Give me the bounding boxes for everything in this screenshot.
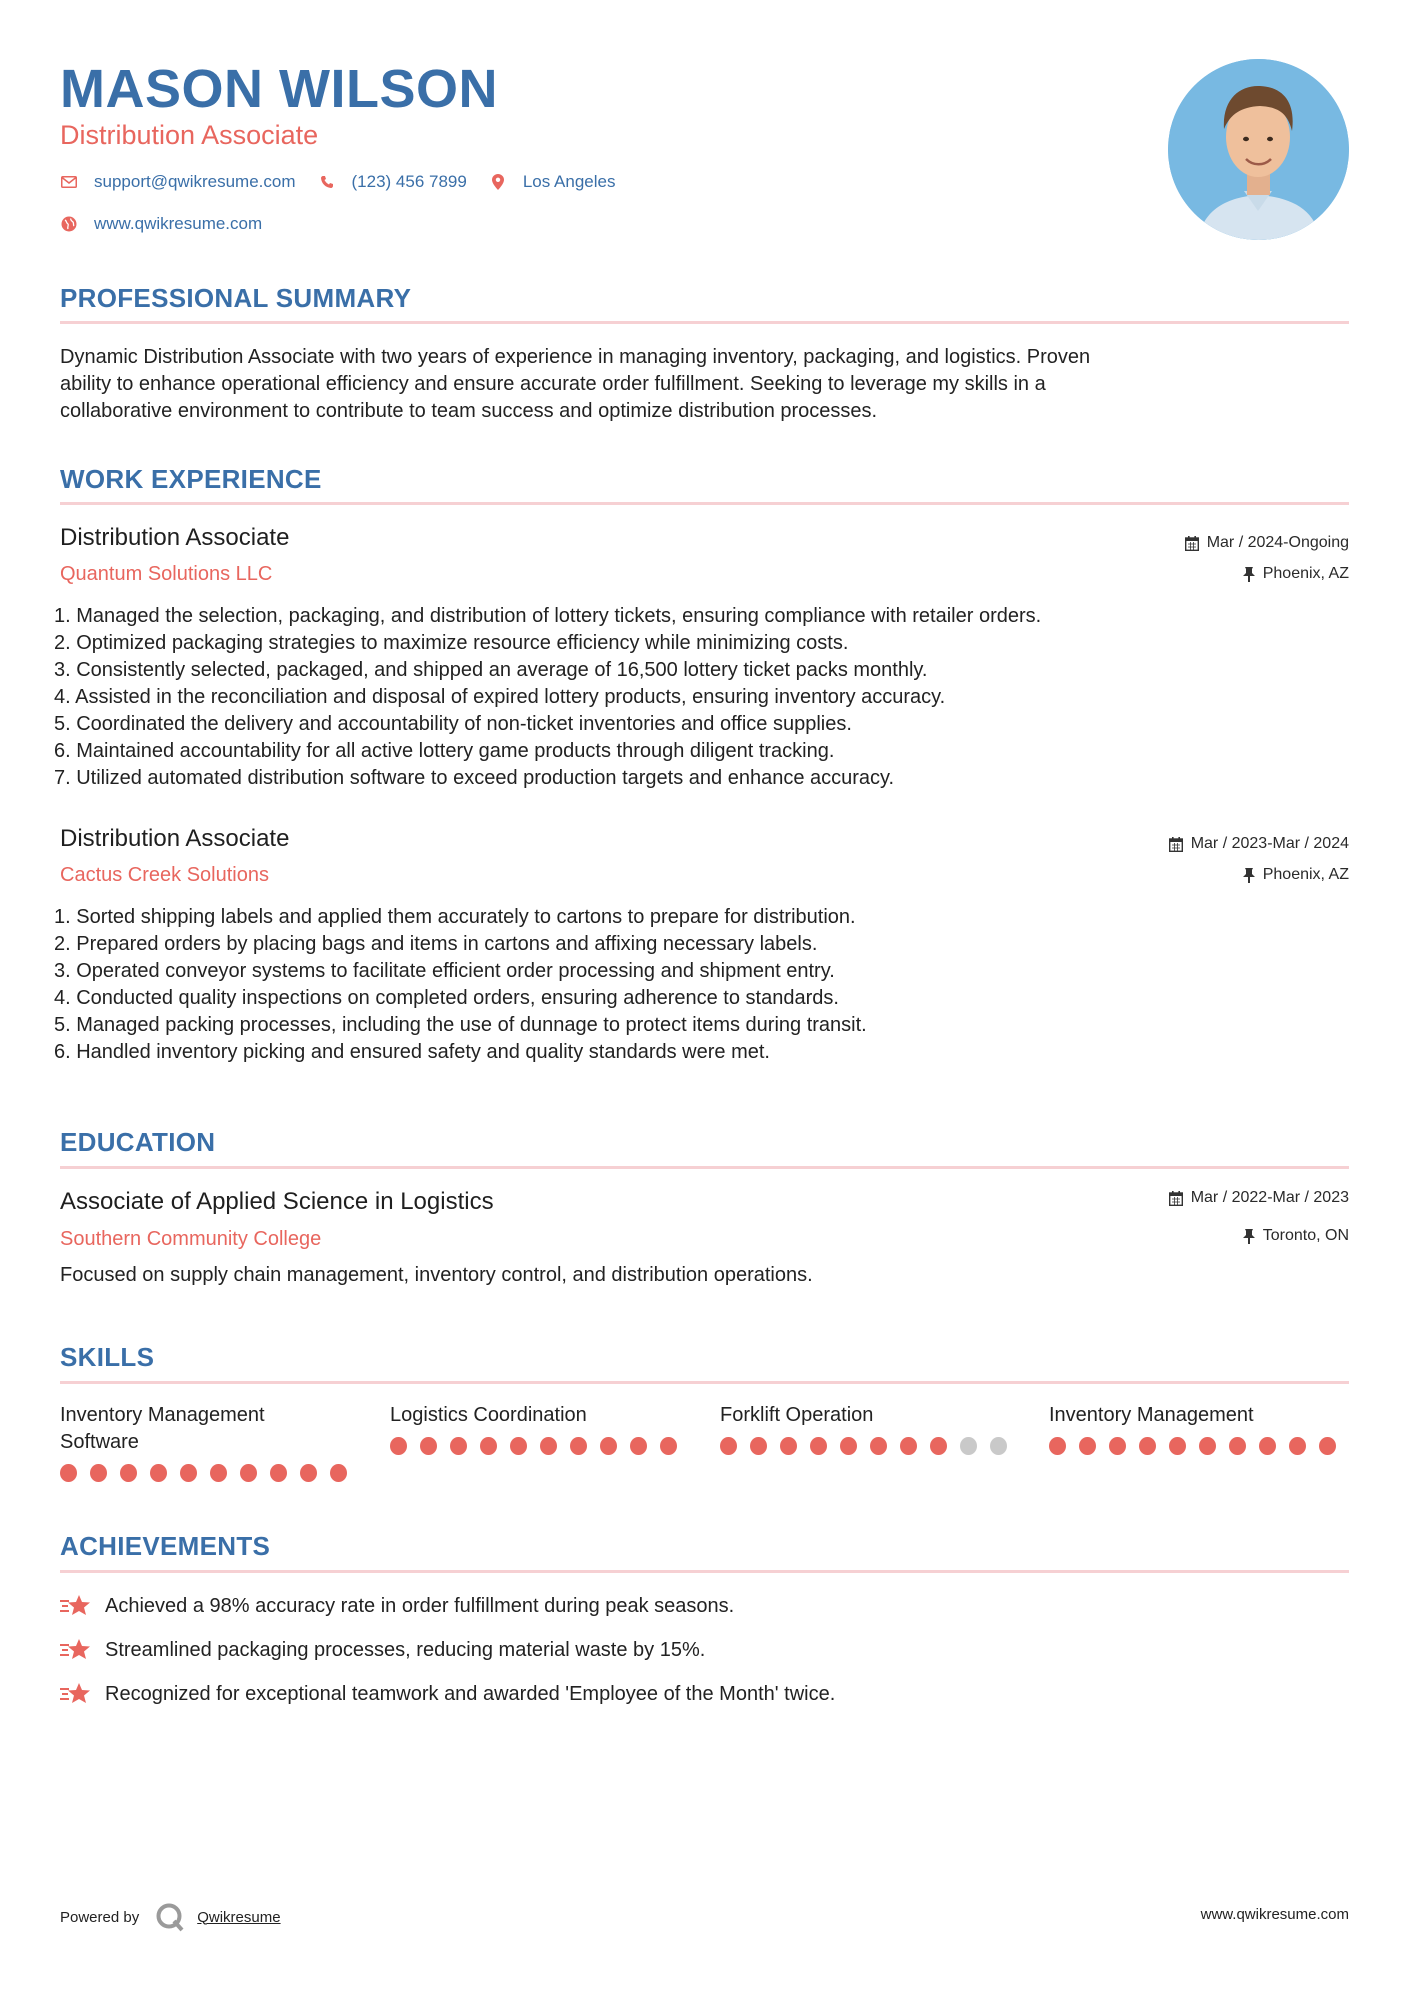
website-item[interactable] <box>60 214 262 234</box>
rating-dot-filled <box>300 1464 317 1482</box>
summary-divider <box>60 321 1349 324</box>
profile-photo <box>1168 59 1349 240</box>
rating-dot-filled <box>720 1437 737 1455</box>
rating-dot-filled <box>420 1437 437 1455</box>
skill-item <box>720 1402 1020 1455</box>
achievement-item <box>60 1592 734 1620</box>
job-title: Distribution Associate <box>60 524 290 551</box>
rating-dot-empty <box>960 1437 977 1455</box>
job-location <box>1243 565 1349 583</box>
powered-by-label: Powered by <box>60 1908 140 1926</box>
calendar-icon <box>1169 837 1183 852</box>
summary-text <box>60 344 1349 425</box>
skill-rating <box>60 1464 360 1482</box>
education-dates-text: Mar / 2022-Mar / 2023 <box>1190 1189 1349 1206</box>
job-duties-list <box>54 904 1354 1066</box>
skill-rating <box>390 1437 690 1455</box>
rating-dot-filled <box>600 1437 617 1455</box>
rating-dot-filled <box>630 1437 647 1455</box>
rating-dot-filled <box>1319 1437 1336 1455</box>
location-item <box>489 172 616 192</box>
rating-dot-filled <box>210 1464 227 1482</box>
education-divider <box>60 1166 1349 1169</box>
list-item: 6. Maintained accountability for all active lottery game products through diligent tracking. <box>54 740 835 762</box>
job-duties-list <box>54 603 1354 792</box>
rating-dot-filled <box>1139 1437 1156 1455</box>
email-text: support@qwikresume.com <box>94 172 296 191</box>
footer-website[interactable]: www.qwikresume.com <box>1200 1906 1349 1923</box>
rating-dot-filled <box>840 1437 857 1455</box>
education-heading: EDUCATION <box>60 1127 216 1157</box>
rating-dot-filled <box>1259 1437 1276 1455</box>
location-text: Los Angeles <box>522 172 616 191</box>
list-item: 5. Coordinated the delivery and accountability of non-ticket inventories and office supplies. <box>54 713 852 735</box>
calendar-icon <box>1169 1191 1183 1206</box>
rating-dot-filled <box>1079 1437 1096 1455</box>
star-icon <box>60 1680 92 1708</box>
skill-name-line: Software <box>60 1431 139 1453</box>
rating-dot-filled <box>900 1437 917 1455</box>
school-name: Southern Community College <box>60 1228 322 1250</box>
skill-item <box>1049 1402 1349 1455</box>
skill-rating <box>720 1437 1020 1455</box>
list-item: 2. Optimized packaging strategies to maximize resource efficiency while minimizing costs. <box>54 632 849 654</box>
map-pin-icon <box>489 173 507 191</box>
rating-dot-filled <box>810 1437 827 1455</box>
rating-dot-filled <box>930 1437 947 1455</box>
rating-dot-filled <box>750 1437 767 1455</box>
rating-dot-filled <box>120 1464 137 1482</box>
education-description: Focused on supply chain management, inventory control, and distribution operations. <box>60 1264 813 1286</box>
skill-item <box>390 1402 690 1455</box>
contact-row <box>60 172 637 192</box>
skill-name-line: Inventory Management <box>1049 1404 1254 1426</box>
rating-dot-filled <box>60 1464 77 1482</box>
rating-dot-filled <box>1199 1437 1216 1455</box>
email-item[interactable] <box>60 172 296 192</box>
calendar-icon <box>1185 536 1199 551</box>
achievement-text: Achieved a 98% accuracy rate in order fulfillment during peak seasons. <box>105 1594 735 1617</box>
pushpin-icon <box>1243 868 1255 883</box>
rating-dot-filled <box>1169 1437 1186 1455</box>
skill-name-line: Inventory Management <box>60 1404 265 1426</box>
experience-heading: WORK EXPERIENCE <box>60 464 322 494</box>
rating-dot-filled <box>390 1437 407 1455</box>
qwikresume-logo-icon <box>155 1902 185 1932</box>
website-text: www.qwikresume.com <box>94 214 263 233</box>
rating-dot-filled <box>480 1437 497 1455</box>
rating-dot-filled <box>660 1437 677 1455</box>
job-dates-text: Mar / 2023-Mar / 2024 <box>1190 835 1349 852</box>
website-row <box>60 214 284 234</box>
skill-item <box>60 1402 360 1482</box>
list-item: 3. Operated conveyor systems to facilitate efficient order processing and shipment entry. <box>54 960 835 982</box>
list-item: 5. Managed packing processes, including the use of dunnage to protect items during transit. <box>54 1014 867 1036</box>
rating-dot-filled <box>1049 1437 1066 1455</box>
job-title: Distribution Associate <box>60 825 290 852</box>
rating-dot-filled <box>240 1464 257 1482</box>
list-item: 3. Consistently selected, packaged, and shipped an average of 16,500 lottery ticket packs monthly. <box>54 659 928 681</box>
phone-item[interactable] <box>318 172 467 192</box>
achievements-divider <box>60 1570 1349 1573</box>
rating-dot-filled <box>870 1437 887 1455</box>
summary-line: ability to enhance operational efficiency and ensure accurate order fulfillment. Seeking to leverage my skills in a <box>60 373 1046 395</box>
skill-name <box>720 1402 1020 1429</box>
rating-dot-filled <box>1229 1437 1246 1455</box>
star-icon <box>60 1636 92 1664</box>
pushpin-icon <box>1243 567 1255 582</box>
job-location <box>1243 866 1349 884</box>
job-location-text: Phoenix, AZ <box>1262 565 1349 582</box>
rating-dot-filled <box>270 1464 287 1482</box>
summary-line: collaborative environment to contribute to team success and optimize distribution processes. <box>60 400 878 422</box>
pushpin-icon <box>1243 1229 1255 1244</box>
rating-dot-filled <box>450 1437 467 1455</box>
envelope-icon <box>60 173 78 191</box>
candidate-name: MASON WILSON <box>60 59 498 119</box>
list-item: 1. Managed the selection, packaging, and distribution of lottery tickets, ensuring compliance with retailer orders. <box>54 605 1042 627</box>
rating-dot-filled <box>1109 1437 1126 1455</box>
education-dates <box>1169 1189 1349 1207</box>
rating-dot-filled <box>150 1464 167 1482</box>
resume-page <box>54 0 1349 1990</box>
job-company: Cactus Creek Solutions <box>60 864 269 886</box>
achievement-item <box>60 1680 835 1708</box>
qwikresume-link[interactable]: Qwikresume <box>197 1908 281 1926</box>
skill-name <box>60 1402 360 1456</box>
candidate-role: Distribution Associate <box>60 120 319 150</box>
achievements-heading: ACHIEVEMENTS <box>60 1531 271 1561</box>
skills-divider <box>60 1381 1349 1384</box>
rating-dot-filled <box>540 1437 557 1455</box>
job-company: Quantum Solutions LLC <box>60 563 273 585</box>
job-dates <box>1185 534 1349 552</box>
list-item: 4. Conducted quality inspections on completed orders, ensuring adherence to standards. <box>54 987 839 1009</box>
achievement-item <box>60 1636 705 1664</box>
rating-dot-filled <box>330 1464 347 1482</box>
phone-icon <box>318 173 336 191</box>
rating-dot-filled <box>1289 1437 1306 1455</box>
rating-dot-filled <box>180 1464 197 1482</box>
achievement-text: Recognized for exceptional teamwork and awarded 'Employee of the Month' twice. <box>105 1682 836 1705</box>
degree-title: Associate of Applied Science in Logistics <box>60 1188 494 1215</box>
rating-dot-filled <box>90 1464 107 1482</box>
rating-dot-filled <box>780 1437 797 1455</box>
skill-name <box>390 1402 690 1429</box>
rating-dot-empty <box>990 1437 1007 1455</box>
skill-name <box>1049 1402 1349 1429</box>
skills-heading: SKILLS <box>60 1342 155 1372</box>
summary-line: Dynamic Distribution Associate with two years of experience in managing inventory, packaging, and logistics. Proven <box>60 346 1091 368</box>
education-location-text: Toronto, ON <box>1262 1227 1349 1244</box>
list-item: 4. Assisted in the reconciliation and disposal of expired lottery products, ensuring inventory accuracy. <box>54 686 946 708</box>
footer-powered-by <box>60 1902 281 1932</box>
achievement-text: Streamlined packaging processes, reducing material waste by 15%. <box>105 1638 706 1661</box>
list-item: 7. Utilized automated distribution software to exceed production targets and enhance accuracy. <box>54 767 895 789</box>
education-location <box>1243 1227 1349 1245</box>
list-item: 1. Sorted shipping labels and applied them accurately to cartons to prepare for distribution. <box>54 906 856 928</box>
list-item: 6. Handled inventory picking and ensured safety and quality standards were met. <box>54 1041 770 1063</box>
skill-name-line: Forklift Operation <box>720 1404 874 1426</box>
job-dates <box>1169 835 1349 853</box>
job-dates-text: Mar / 2024-Ongoing <box>1206 534 1349 551</box>
experience-divider <box>60 502 1349 505</box>
summary-heading: PROFESSIONAL SUMMARY <box>60 283 412 313</box>
job-location-text: Phoenix, AZ <box>1262 866 1349 883</box>
globe-icon <box>60 215 78 233</box>
rating-dot-filled <box>510 1437 527 1455</box>
list-item: 2. Prepared orders by placing bags and items in cartons and affixing necessary labels. <box>54 933 818 955</box>
star-icon <box>60 1592 92 1620</box>
phone-text: (123) 456 7899 <box>351 172 467 191</box>
skill-rating <box>1049 1437 1349 1455</box>
skill-name-line: Logistics Coordination <box>390 1404 587 1426</box>
rating-dot-filled <box>570 1437 587 1455</box>
